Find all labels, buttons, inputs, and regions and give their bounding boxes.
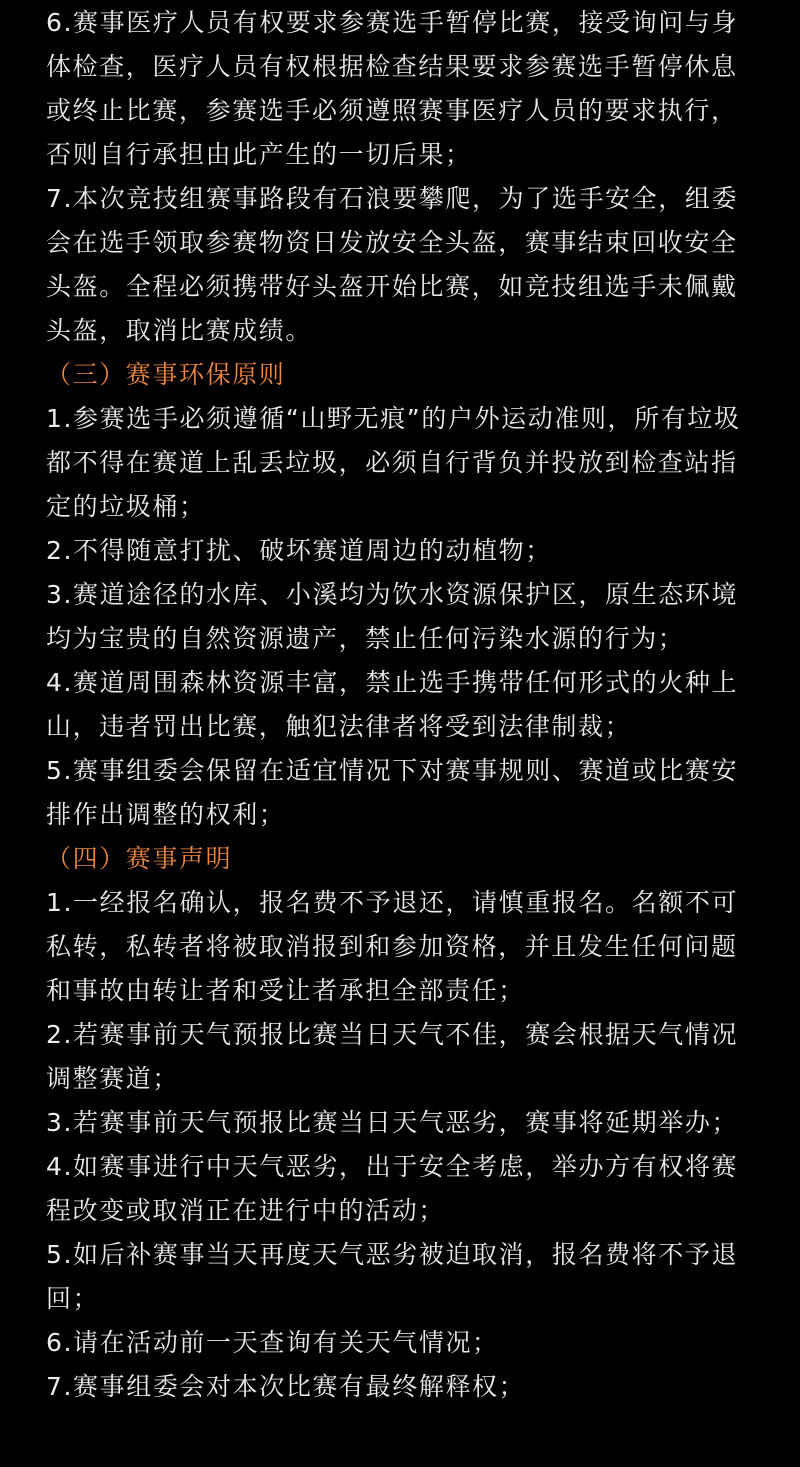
statement-item-6: 6.请在活动前一天查询有关天气情况；: [46, 1328, 499, 1357]
rule-item-medical: 6.赛事医疗人员有权要求参赛选手暂停比赛，接受询问与身体检查，医疗人员有权根据检查结果要求参赛选手暂停休息或终止比赛，参赛选手必须遵照赛事医疗人员的要求执行，否则自行承担由此产生的一切后果；: [46, 8, 739, 169]
statement-item-2: 2.若赛事前天气预报比赛当日天气不佳，赛会根据天气情况调整赛道；: [46, 1020, 739, 1093]
environment-item-3: 3.赛道途径的水库、小溪均为饮水资源保护区，原生态环境均为宝贵的自然资源遗产，禁止任何污染水源的行为；: [46, 580, 739, 653]
environment-item-4: 4.赛道周围森林资源丰富，禁止选手携带任何形式的火种上山，违者罚出比赛，触犯法律者将受到法律制裁；: [46, 668, 739, 741]
environment-item-5: 5.赛事组委会保留在适宜情况下对赛事规则、赛道或比赛安排作出调整的权利；: [46, 756, 739, 829]
statement-item-1: 1.一经报名确认，报名费不予退还，请慎重报名。名额不可私转，私转者将被取消报到和参加资格，并且发生任何问题和事故由转让者和受让者承担全部责任；: [46, 888, 739, 1005]
statement-item-4: 4.如赛事进行中天气恶劣，出于安全考虑，举办方有权将赛程改变或取消正在进行中的活动；: [46, 1152, 739, 1225]
statement-item-7: 7.赛事组委会对本次比赛有最终解释权；: [46, 1372, 526, 1401]
section-heading-statement: （四）赛事声明: [46, 844, 233, 873]
statement-item-3: 3.若赛事前天气预报比赛当日天气恶劣，赛事将延期举办；: [46, 1108, 739, 1137]
section-heading-environment: （三）赛事环保原则: [46, 360, 286, 389]
environment-item-2: 2.不得随意打扰、破坏赛道周边的动植物；: [46, 536, 552, 565]
environment-item-1: 1.参赛选手必须遵循“山野无痕”的户外运动准则，所有垃圾都不得在赛道上乱丢垃圾，必须自行背负并投放到检查站指定的垃圾桶；: [46, 404, 741, 521]
statement-item-5: 5.如后补赛事当天再度天气恶劣被迫取消，报名费将不予退回；: [46, 1240, 739, 1313]
rule-item-helmet: 7.本次竞技组赛事路段有石浪要攀爬，为了选手安全，组委会在选手领取参赛物资日发放安全头盔，赛事结束回收安全头盔。全程必须携带好头盔开始比赛，如竞技组选手未佩戴头盔，取消比赛成绩。: [46, 184, 739, 345]
